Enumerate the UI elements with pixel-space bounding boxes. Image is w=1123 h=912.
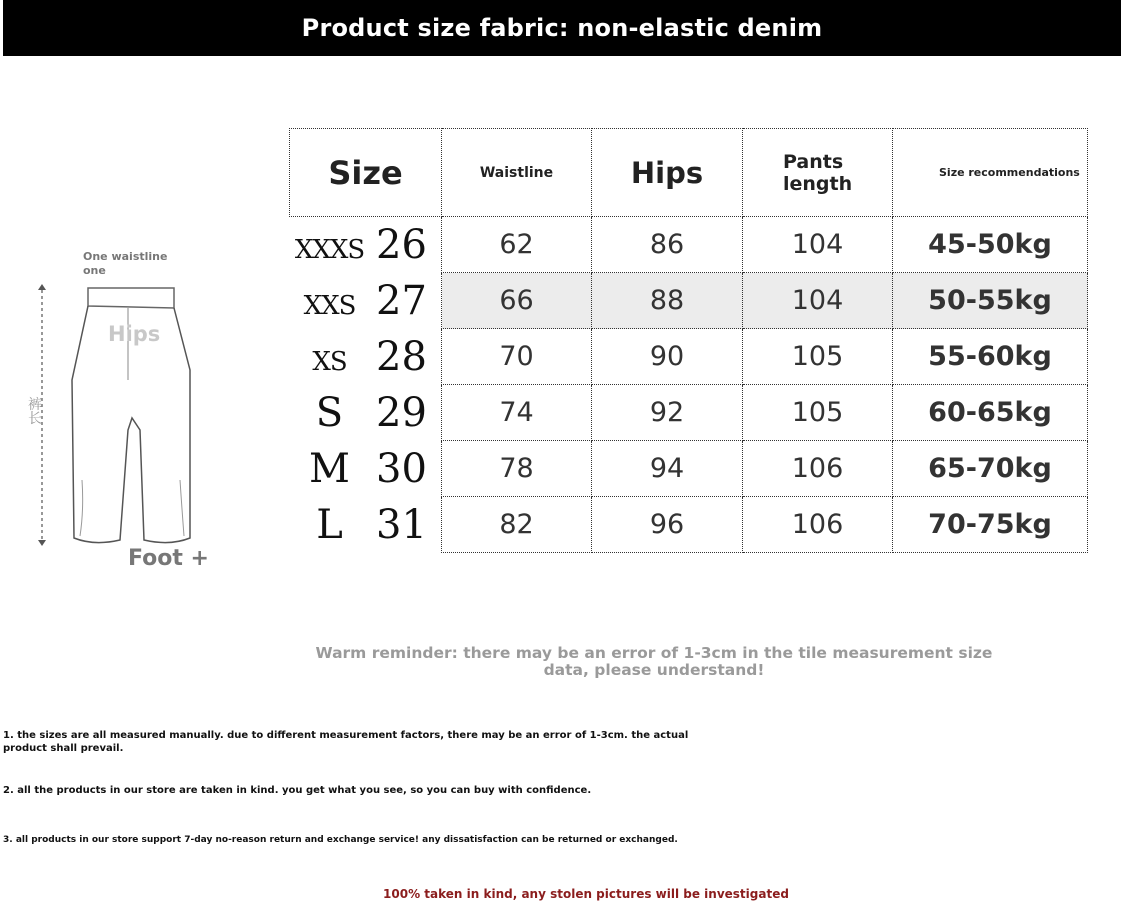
hips-cell: 90 — [592, 329, 743, 385]
size-number: 29 — [376, 389, 427, 436]
table-row — [290, 217, 1088, 273]
foot-label: Foot + — [128, 546, 209, 571]
table-row — [290, 497, 1088, 553]
pants-length-cell: 106 — [743, 441, 893, 497]
hips-cell: 94 — [592, 441, 743, 497]
pants-length-cell: 104 — [743, 273, 893, 329]
size-label — [290, 217, 442, 273]
table-header-row — [290, 129, 1088, 217]
size-number: 28 — [376, 333, 427, 380]
note-item: 1. the sizes are all measured manually. due to different measurement factors, there may be an error of 1-3cm. the actual product shall prevail. — [3, 730, 689, 754]
banner — [3, 0, 1121, 56]
header-pants-length: Pants length — [743, 129, 893, 217]
hips-cell: 96 — [592, 497, 743, 553]
size-code: M — [309, 445, 350, 492]
size-code: XXXS — [294, 234, 365, 265]
hips-cell: 86 — [592, 217, 743, 273]
size-number: 26 — [376, 221, 427, 268]
banner-title: Product size fabric: non-elastic denim — [301, 14, 823, 42]
table-row — [290, 441, 1088, 497]
hips-cell: 92 — [592, 385, 743, 441]
waistline-cell: 66 — [442, 273, 592, 329]
size-label — [290, 441, 442, 497]
size-label — [290, 385, 442, 441]
waistline-cell: 62 — [442, 217, 592, 273]
header-hips: Hips — [592, 129, 743, 217]
size-number: 31 — [376, 501, 427, 548]
hips-label: Hips — [108, 322, 161, 346]
pants-length-cell: 105 — [743, 385, 893, 441]
table-row — [290, 273, 1088, 329]
waistline-cell: 78 — [442, 441, 592, 497]
size-number: 27 — [376, 277, 427, 324]
pants-diagram — [24, 250, 224, 580]
header-size-recommendations: Size recommendations — [893, 129, 1088, 217]
recommendation-cell: 50-55kg — [893, 273, 1088, 329]
size-code: L — [316, 501, 343, 548]
recommendation-cell: 60-65kg — [893, 385, 1088, 441]
note-item: 3. all products in our store support 7-day no-reason return and exchange service! any dissatisfaction can be returned or exchanged. — [3, 835, 678, 845]
size-code: S — [315, 389, 344, 436]
header-waistline: Waistline — [442, 129, 592, 217]
table-row — [290, 385, 1088, 441]
waistline-label: One waistline one — [83, 250, 168, 277]
pants-length-cell: 105 — [743, 329, 893, 385]
hips-cell: 88 — [592, 273, 743, 329]
recommendation-cell: 45-50kg — [893, 217, 1088, 273]
footer-note: 100% taken in kind, any stolen pictures will be investigated — [383, 887, 789, 901]
size-label — [290, 273, 442, 329]
pants-length-cell: 106 — [743, 497, 893, 553]
size-label — [290, 329, 442, 385]
table-row — [290, 329, 1088, 385]
size-code: XXS — [303, 290, 356, 321]
warm-reminder: Warm reminder: there may be an error of 1-3cm in the tile measurement size data, please understand! — [315, 644, 993, 679]
size-table — [289, 128, 1088, 553]
waistline-cell: 74 — [442, 385, 592, 441]
waistline-cell: 82 — [442, 497, 592, 553]
waistline-cell: 70 — [442, 329, 592, 385]
header-size: Size — [290, 129, 442, 217]
length-label: 裤长 — [28, 397, 42, 427]
recommendation-cell: 65-70kg — [893, 441, 1088, 497]
size-code: XS — [312, 346, 347, 377]
size-label — [290, 497, 442, 553]
note-item: 2. all the products in our store are taken in kind. you get what you see, so you can buy with confidence. — [3, 785, 592, 796]
pants-length-cell: 104 — [743, 217, 893, 273]
recommendation-cell: 55-60kg — [893, 329, 1088, 385]
size-number: 30 — [376, 445, 427, 492]
recommendation-cell: 70-75kg — [893, 497, 1088, 553]
